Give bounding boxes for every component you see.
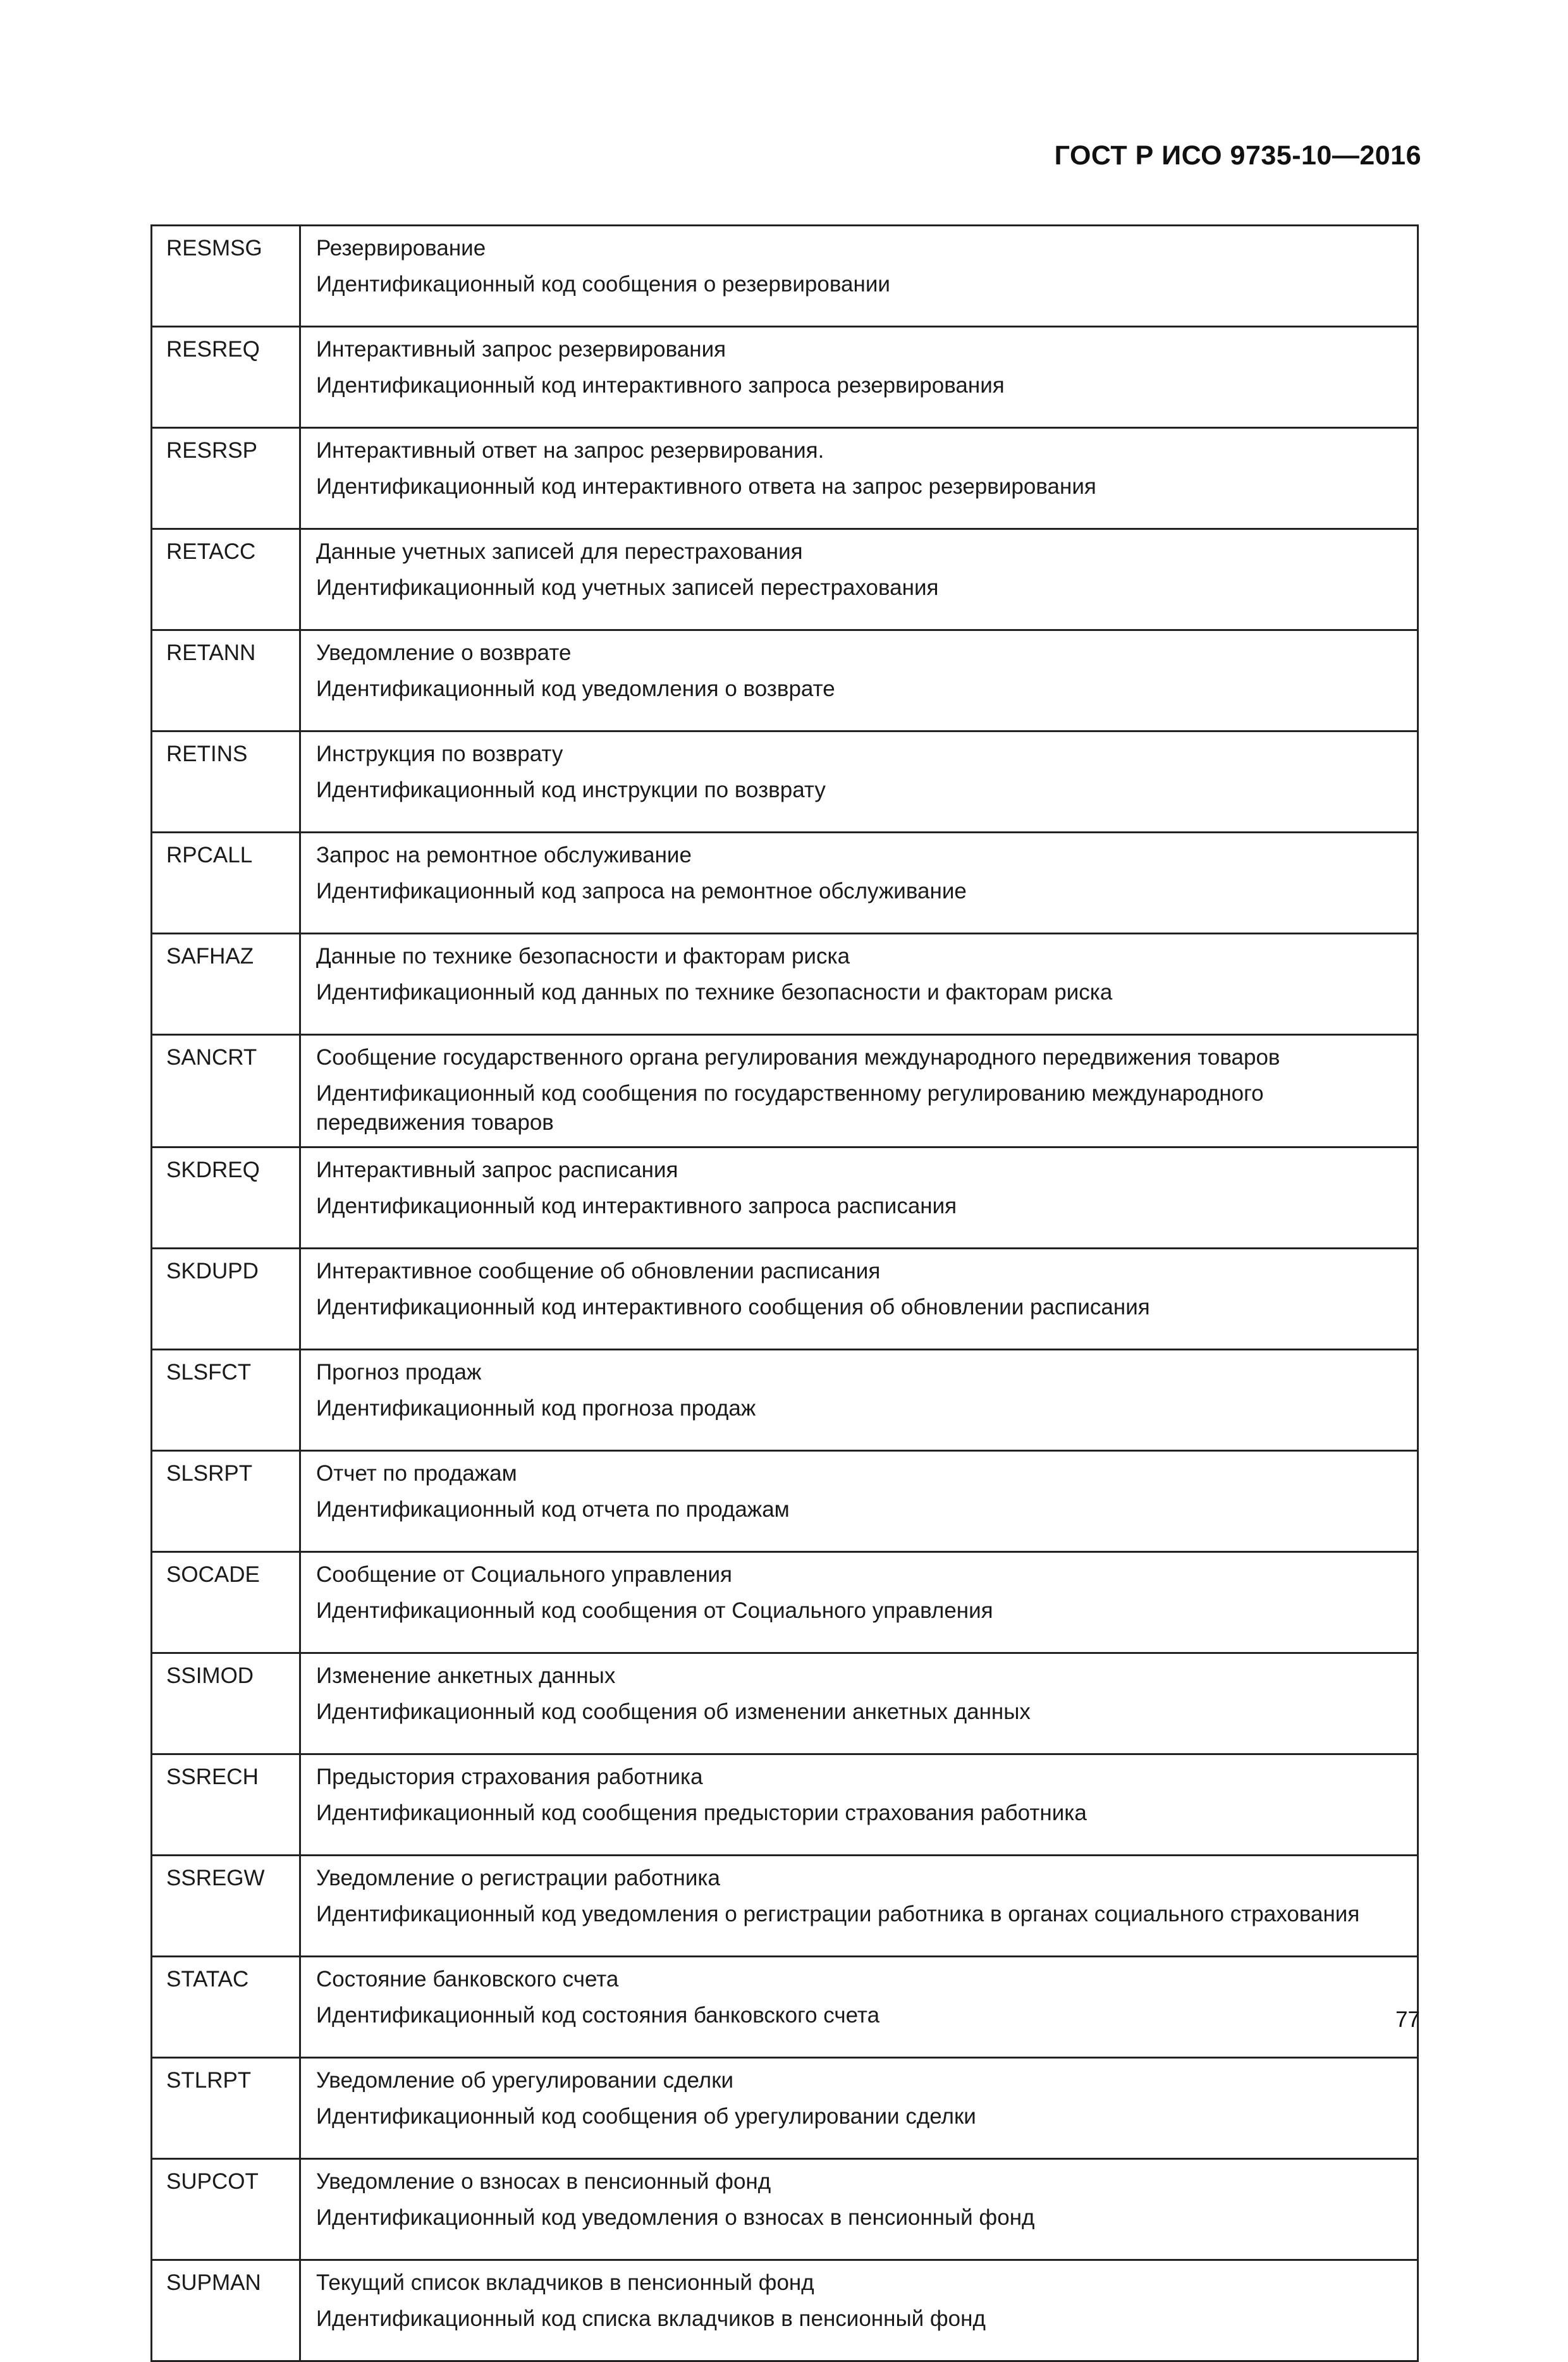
code-cell: STLRPT bbox=[152, 2058, 300, 2159]
description-cell bbox=[300, 934, 1418, 1035]
message-name: Текущий список вкладчиков в пенсионный фонд bbox=[316, 2270, 814, 2295]
message-description: Идентификационный код уведомления о регистрации работника в органах социального страхования bbox=[316, 1902, 1360, 1926]
message-description: Идентификационный код запроса на ремонтное обслуживание bbox=[316, 879, 967, 903]
code-cell: RETANN bbox=[152, 630, 300, 731]
description-cell bbox=[300, 529, 1418, 630]
table-row bbox=[152, 1754, 1418, 1856]
message-name: Прогноз продаж bbox=[316, 1360, 482, 1385]
message-name: Сообщение от Социального управления bbox=[316, 1562, 732, 1587]
message-description: Идентификационный код учетных записей перестрахования bbox=[316, 575, 939, 600]
table-row bbox=[152, 2159, 1418, 2260]
table-row bbox=[152, 428, 1418, 529]
description-cell bbox=[300, 731, 1418, 833]
description-cell bbox=[300, 2260, 1418, 2361]
description-cell bbox=[300, 833, 1418, 934]
table-row bbox=[152, 1552, 1418, 1653]
message-description: Идентификационный код интерактивного сообщения об обновлении расписания bbox=[316, 1295, 1150, 1319]
table-row bbox=[152, 1249, 1418, 1350]
message-description: Идентификационный код списка вкладчиков в пенсионный фонд bbox=[316, 2306, 986, 2331]
description-cell bbox=[300, 428, 1418, 529]
code-cell: STATAC bbox=[152, 1957, 300, 2058]
description-cell bbox=[300, 1754, 1418, 1856]
code-cell: SUPCOT bbox=[152, 2159, 300, 2260]
message-description: Идентификационный код интерактивного ответа на запрос резервирования bbox=[316, 474, 1096, 499]
description-cell bbox=[300, 1552, 1418, 1653]
message-name: Изменение анкетных данных bbox=[316, 1663, 616, 1688]
message-description: Идентификационный код сообщения о резервировании bbox=[316, 272, 890, 297]
message-name: Данные учетных записей для перестрахования bbox=[316, 539, 803, 564]
message-name: Уведомление о возврате bbox=[316, 640, 572, 665]
message-name: Уведомление о регистрации работника bbox=[316, 1866, 720, 1890]
code-cell: SLSRPT bbox=[152, 1451, 300, 1552]
message-name: Предыстория страхования работника bbox=[316, 1765, 703, 1789]
code-cell: RETACC bbox=[152, 529, 300, 630]
message-code-table bbox=[150, 224, 1419, 2362]
message-name: Уведомление об урегулировании сделки bbox=[316, 2068, 734, 2093]
message-description: Идентификационный код сообщения от Социального управления bbox=[316, 1598, 993, 1623]
message-description: Идентификационный код сообщения предыстории страхования работника bbox=[316, 1801, 1087, 1825]
message-name: Интерактивный запрос расписания bbox=[316, 1158, 678, 1182]
message-description: Идентификационный код данных по технике безопасности и факторам риска bbox=[316, 980, 1113, 1005]
description-cell bbox=[300, 1856, 1418, 1957]
message-name: Отчет по продажам bbox=[316, 1461, 517, 1486]
message-description: Идентификационный код отчета по продажам bbox=[316, 1497, 790, 1522]
message-name: Уведомление о взносах в пенсионный фонд bbox=[316, 2169, 771, 2194]
message-description: Идентификационный код уведомления о возврате bbox=[316, 676, 835, 701]
code-cell: SAFHAZ bbox=[152, 934, 300, 1035]
message-description: Идентификационный код сообщения об изменении анкетных данных bbox=[316, 1699, 1031, 1724]
table-row bbox=[152, 731, 1418, 833]
description-cell bbox=[300, 1249, 1418, 1350]
message-description: Идентификационный код состояния банковского счета bbox=[316, 2003, 880, 2028]
message-description: Идентификационный код сообщения по государственному регулированию международного передвижения товаров bbox=[316, 1081, 1264, 1135]
table-row bbox=[152, 1957, 1418, 2058]
description-cell bbox=[300, 630, 1418, 731]
table-row bbox=[152, 1147, 1418, 1249]
table-row bbox=[152, 1856, 1418, 1957]
code-cell: SUPMAN bbox=[152, 2260, 300, 2361]
code-cell: RETINS bbox=[152, 731, 300, 833]
message-description: Идентификационный код инструкции по возврату bbox=[316, 778, 826, 802]
document-standard-title: ГОСТ Р ИСО 9735-10—2016 bbox=[1054, 140, 1421, 171]
message-name: Данные по технике безопасности и факторам риска bbox=[316, 944, 850, 969]
table-row bbox=[152, 1451, 1418, 1552]
message-description: Идентификационный код прогноза продаж bbox=[316, 1396, 756, 1421]
code-cell: SOCADE bbox=[152, 1552, 300, 1653]
code-cell: SSREGW bbox=[152, 1856, 300, 1957]
table-row bbox=[152, 327, 1418, 428]
message-name: Инструкция по возврату bbox=[316, 742, 563, 766]
page-number: 77 bbox=[1395, 2007, 1420, 2032]
table-row bbox=[152, 226, 1418, 327]
description-cell bbox=[300, 1035, 1418, 1147]
table-row bbox=[152, 529, 1418, 630]
description-cell bbox=[300, 1957, 1418, 2058]
code-cell: SLSFCT bbox=[152, 1350, 300, 1451]
message-name: Резервирование bbox=[316, 236, 486, 260]
message-name: Сообщение государственного органа регулирования международного передвижения товаров bbox=[316, 1045, 1280, 1070]
table-row bbox=[152, 833, 1418, 934]
code-cell: RESMSG bbox=[152, 226, 300, 327]
description-cell bbox=[300, 1350, 1418, 1451]
table-row bbox=[152, 2260, 1418, 2361]
description-cell bbox=[300, 1451, 1418, 1552]
table-row bbox=[152, 1350, 1418, 1451]
description-cell bbox=[300, 1147, 1418, 1249]
message-description: Идентификационный код сообщения об урегулировании сделки bbox=[316, 2104, 976, 2129]
code-cell: RESRSP bbox=[152, 428, 300, 529]
code-cell: RPCALL bbox=[152, 833, 300, 934]
message-description: Идентификационный код уведомления о взносах в пенсионный фонд bbox=[316, 2205, 1035, 2230]
description-cell bbox=[300, 327, 1418, 428]
code-cell: SKDUPD bbox=[152, 1249, 300, 1350]
table-row bbox=[152, 1035, 1418, 1147]
description-cell bbox=[300, 2058, 1418, 2159]
message-name: Интерактивный ответ на запрос резервирования. bbox=[316, 438, 824, 463]
message-name: Запрос на ремонтное обслуживание bbox=[316, 843, 692, 867]
table-row bbox=[152, 1653, 1418, 1754]
message-name: Интерактивный запрос резервирования bbox=[316, 337, 726, 362]
code-cell: SSIMOD bbox=[152, 1653, 300, 1754]
table-row bbox=[152, 630, 1418, 731]
code-cell: RESREQ bbox=[152, 327, 300, 428]
code-cell: SKDREQ bbox=[152, 1147, 300, 1249]
message-description: Идентификационный код интерактивного запроса расписания bbox=[316, 1194, 957, 1218]
description-cell bbox=[300, 2159, 1418, 2260]
description-cell bbox=[300, 1653, 1418, 1754]
code-cell: SANCRT bbox=[152, 1035, 300, 1147]
message-name: Интерактивное сообщение об обновлении расписания bbox=[316, 1259, 881, 1283]
code-cell: SSRECH bbox=[152, 1754, 300, 1856]
description-cell bbox=[300, 226, 1418, 327]
message-description: Идентификационный код интерактивного запроса резервирования bbox=[316, 373, 1005, 398]
table-row bbox=[152, 934, 1418, 1035]
table-row bbox=[152, 2058, 1418, 2159]
message-name: Состояние банковского счета bbox=[316, 1967, 619, 1992]
